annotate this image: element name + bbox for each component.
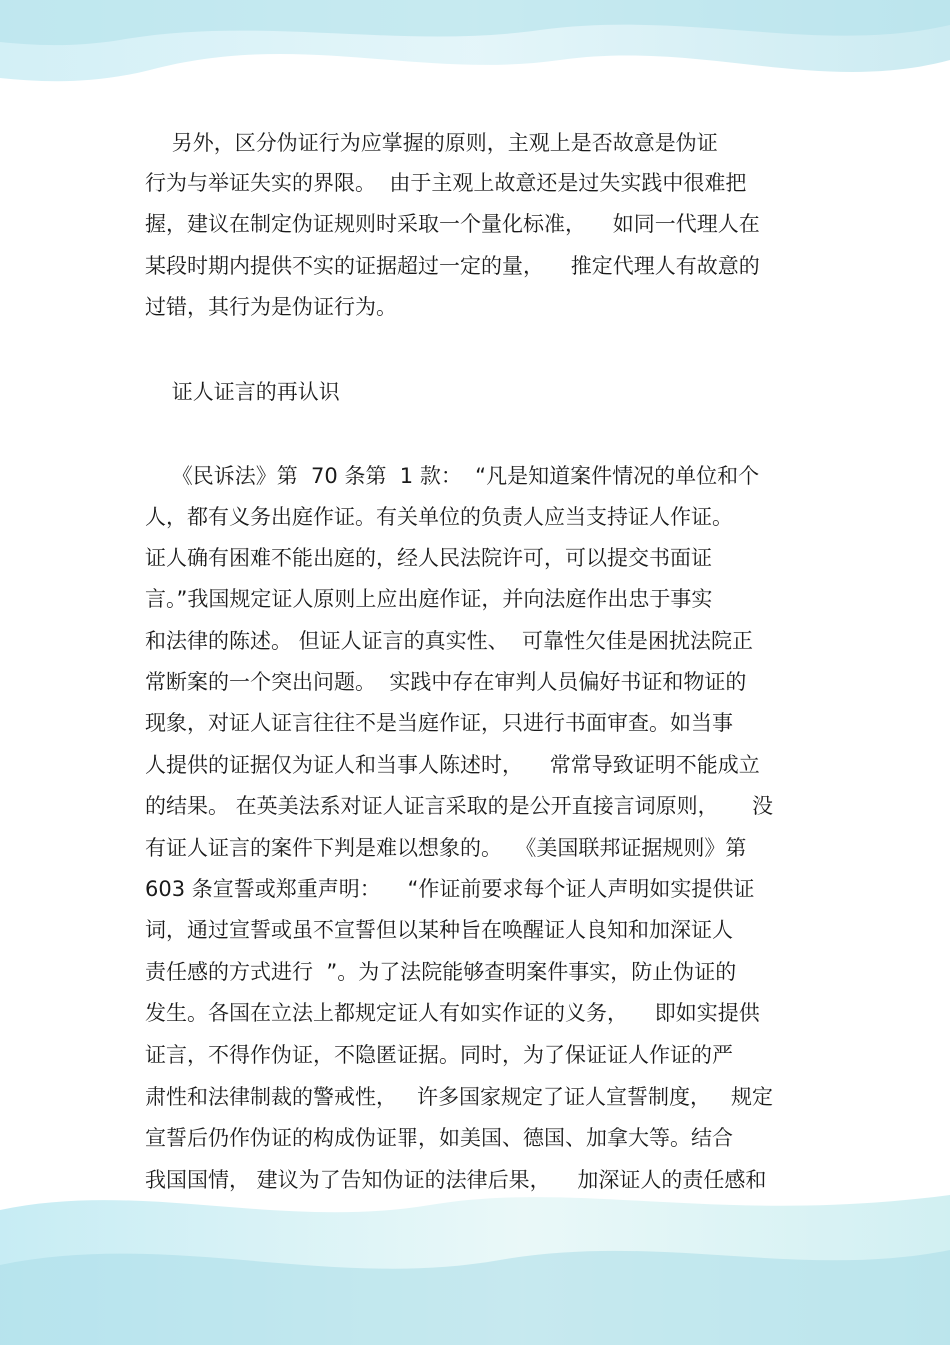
paragraph-line: 言。”我国规定证人原则上应出庭作证，并向法庭作出忠于事实 [145,587,713,611]
paragraph-line: 我国国情， 建议为了告知伪证的法律后果， 加深证人的责任感和 [145,1168,767,1192]
paragraph-line: 过错，其行为是伪证行为。 [145,295,397,319]
paragraph-line: 宣誓后仍作伪证的构成伪证罪，如美国、德国、加拿大等。结合 [145,1126,733,1150]
paragraph-line: 肃性和法律制裁的警戒性， 许多国家规定了证人宣誓制度， 规定 [145,1085,774,1109]
paragraph-line: 行为与举证失实的界限。 由于主观上故意还是过失实践中很难把 [145,171,747,195]
paragraph-line: 的结果。 在英美法系对证人证言采取的是公开直接言词原则， 没 [145,794,774,818]
paragraph-line: 握，建议在制定伪证规则时采取一个量化标准， 如同一代理人在 [145,212,760,236]
paragraph-line: 和法律的陈述。 但证人证言的真实性、 可靠性欠佳是困扰法院正 [145,629,754,653]
decorative-bottom-wave [0,1170,950,1345]
paragraph-line: 常断案的一个突出问题。 实践中存在审判人员偏好书证和物证的 [145,670,747,694]
paragraph-line: 某段时期内提供不实的证据超过一定的量， 推定代理人有故意的 [145,254,760,278]
decorative-top-wave [0,0,950,120]
paragraph-line: 人，都有义务出庭作证。有关单位的负责人应当支持证人作证。 [145,505,733,529]
paragraph-line: 人提供的证据仅为证人和当事人陈述时， 常常导致证明不能成立 [145,753,760,777]
paragraph-line: 现象，对证人证言往往不是当庭作证，只进行书面审查。如当事 [145,711,733,735]
paragraph-line: 另外，区分伪证行为应掌握的原则，主观上是否故意是伪证 [145,131,718,155]
paragraph-line: 发生。各国在立法上都规定证人有如实作证的义务， 即如实提供 [145,1001,760,1025]
paragraph-line: 证人确有困难不能出庭的，经人民法院许可，可以提交书面证 [145,546,712,570]
section-heading: 证人证言的再认识 [145,380,340,404]
paragraph-line: 责任感的方式进行 ”。为了法院能够查明案件事实，防止伪证的 [145,960,737,984]
paragraph-line: 《民诉法》第 70 条第 1 款： “凡是知道案件情况的单位和个 [145,464,760,488]
paragraph-line: 证言，不得作伪证，不隐匿证据。同时，为了保证证人作证的严 [145,1043,733,1067]
paragraph-line: 词，通过宣誓或虽不宣誓但以某种旨在唤醒证人良知和加深证人 [145,918,733,942]
paragraph-line: 603 条宣誓或郑重声明： “作证前要求每个证人声明如实提供证 [145,877,755,901]
paragraph-line: 有证人证言的案件下判是难以想象的。 《美国联邦证据规则》第 [145,836,747,860]
